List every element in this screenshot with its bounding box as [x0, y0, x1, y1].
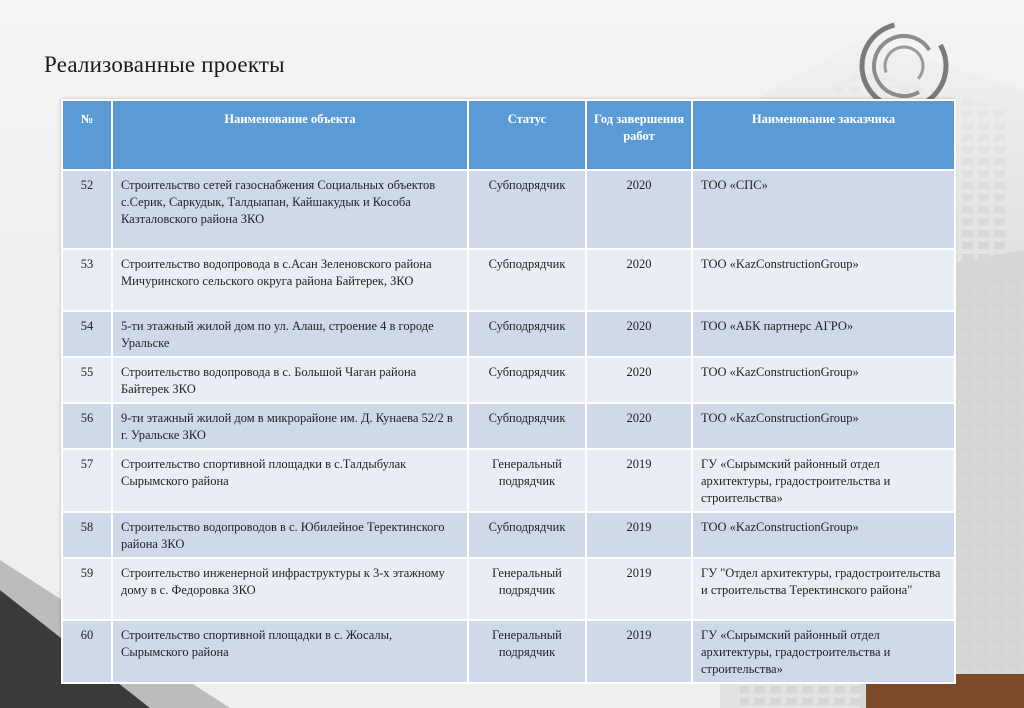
row-status: Субподрядчик [468, 357, 586, 403]
header-object-name: Наименование объекта [112, 100, 468, 170]
row-object-name: Строительство инженерной инфраструктуры к 3-х этажному дому в с. Федоровка ЗКО [112, 558, 468, 620]
header-status: Статус [468, 100, 586, 170]
table-header-row [62, 100, 955, 170]
page-title: Реализованные проекты [44, 52, 285, 77]
table-row [62, 449, 955, 512]
row-year: 2019 [586, 449, 692, 512]
row-status: Субподрядчик [468, 170, 586, 249]
projects-table [61, 99, 956, 684]
row-customer: ТОО «KazConstructionGroup» [692, 249, 955, 311]
table-row [62, 311, 955, 357]
row-customer: ТОО «KazConstructionGroup» [692, 403, 955, 449]
row-object-name: Строительство водопровода в с. Большой Чаган района Байтерек ЗКО [112, 357, 468, 403]
row-status: Субподрядчик [468, 311, 586, 357]
row-year: 2020 [586, 357, 692, 403]
row-status: Субподрядчик [468, 512, 586, 558]
row-object-name: 9-ти этажный жилой дом в микрорайоне им. Д. Кунаева 52/2 в г. Уральске ЗКО [112, 403, 468, 449]
row-customer: ТОО «KazConstructionGroup» [692, 512, 955, 558]
row-customer: ГУ «Сырымский районный отдел архитектуры, градостроительства и строительства» [692, 620, 955, 683]
table-row [62, 170, 955, 249]
table-row [62, 403, 955, 449]
row-year: 2020 [586, 249, 692, 311]
row-number: 59 [62, 558, 112, 620]
row-status: Генеральный подрядчик [468, 620, 586, 683]
row-year: 2020 [586, 311, 692, 357]
row-status: Генеральный подрядчик [468, 449, 586, 512]
row-customer: ГУ «Сырымский районный отдел архитектуры, градостроительства и строительства» [692, 449, 955, 512]
table-row [62, 357, 955, 403]
row-number: 53 [62, 249, 112, 311]
header-number: № [62, 100, 112, 170]
row-customer: ТОО «СПС» [692, 170, 955, 249]
row-status: Субподрядчик [468, 249, 586, 311]
row-year: 2020 [586, 403, 692, 449]
row-object-name: 5-ти этажный жилой дом по ул. Алаш, строение 4 в городе Уральске [112, 311, 468, 357]
row-number: 56 [62, 403, 112, 449]
row-customer: ТОО «KazConstructionGroup» [692, 357, 955, 403]
row-year: 2020 [586, 170, 692, 249]
row-object-name: Строительство спортивной площадки в с.Талдыбулак Сырымского района [112, 449, 468, 512]
row-object-name: Строительство спортивной площадки в с. Жосалы, Сырымского района [112, 620, 468, 683]
row-number: 54 [62, 311, 112, 357]
row-object-name: Строительство водопровода в с.Асан Зеленовского района Мичуринского сельского округа района Байтерек, ЗКО [112, 249, 468, 311]
row-object-name: Строительство сетей газоснабжения Социальных объектов с.Серик, Саркудык, Талдыапан, Кайшакудык и Кособа Казталовского района ЗКО [112, 170, 468, 249]
table-row [62, 558, 955, 620]
row-number: 58 [62, 512, 112, 558]
table-row [62, 620, 955, 683]
row-number: 60 [62, 620, 112, 683]
row-year: 2019 [586, 512, 692, 558]
table-row [62, 249, 955, 311]
row-status: Генеральный подрядчик [468, 558, 586, 620]
row-number: 52 [62, 170, 112, 249]
row-year: 2019 [586, 620, 692, 683]
header-completion-year: Год завершения работ [586, 100, 692, 170]
row-year: 2019 [586, 558, 692, 620]
projects-table-panel [61, 99, 954, 675]
row-object-name: Строительство водопроводов в с. Юбилейное Теректинского района ЗКО [112, 512, 468, 558]
row-customer: ГУ "Отдел архитектуры, градостроительства и строительства Теректинского района" [692, 558, 955, 620]
row-number: 55 [62, 357, 112, 403]
row-status: Субподрядчик [468, 403, 586, 449]
row-number: 57 [62, 449, 112, 512]
table-row [62, 512, 955, 558]
header-customer: Наименование заказчика [692, 100, 955, 170]
row-customer: ТОО «АБК партнерс АГРО» [692, 311, 955, 357]
